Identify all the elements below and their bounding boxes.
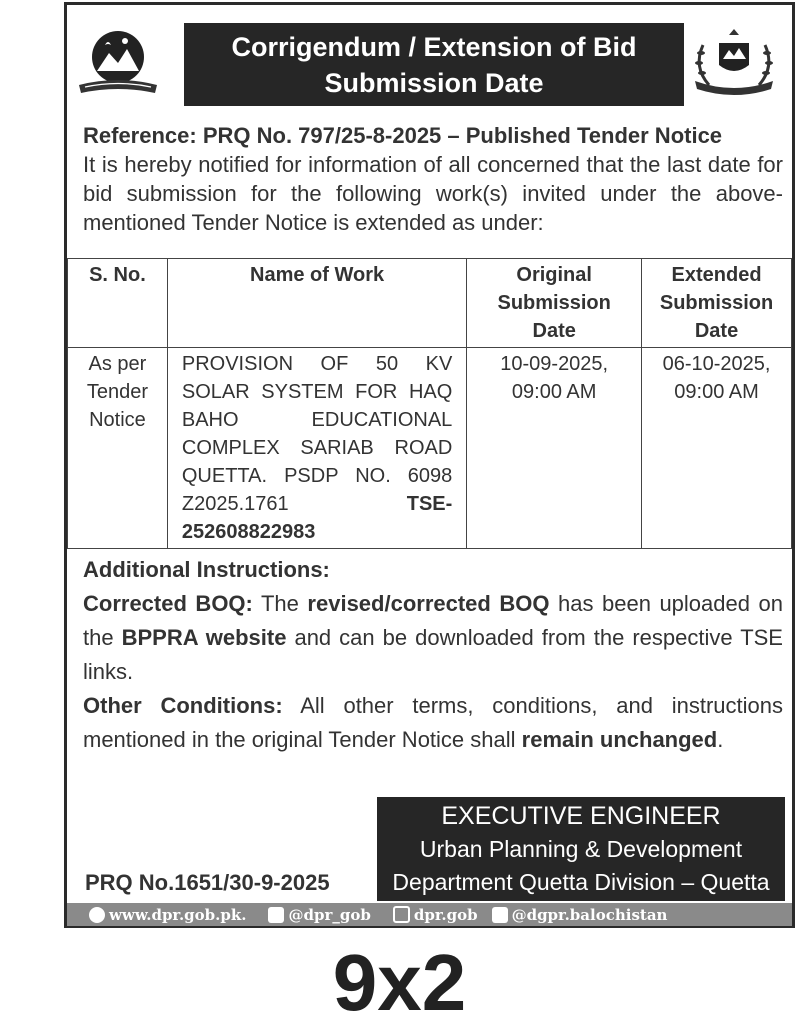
footer-instagram[interactable] [393,906,478,924]
signatory-dept-line-1: Urban Planning & Development [419,836,743,862]
footer-bar [67,903,792,926]
corrected-boq-paragraph [83,587,783,689]
instagram-text: dpr.gob [413,905,478,924]
boq-text-2: has been uploaded on the [83,591,783,650]
table-header-row [68,259,792,348]
other-text-1: All other terms, conditions, and instructions mentioned in the original Tender Notice shall [83,693,783,752]
instructions-heading: Additional Instructions: [83,557,330,582]
footer-facebook[interactable] [492,906,668,924]
header-extended-date: Extended Submission Date [642,259,792,348]
header-sno: S. No. [68,259,168,348]
header-name-of-work: Name of Work [167,259,466,348]
footer-website[interactable] [89,906,246,924]
table-row [68,348,792,549]
footer-twitter[interactable] [268,906,370,924]
balochistan-emblem-icon [689,25,779,103]
intro-paragraph: It is hereby notified for information of all concerned that the last date for bid submission for the following work(s) invited under the above-mentioned Tender Notice is extended as under: [83,152,783,235]
other-text-2: . [717,727,724,752]
twitter-text: @dpr_gob [288,905,371,924]
instagram-icon [393,906,410,923]
signature-block [377,797,785,901]
intro-section [83,121,783,237]
other-label: Other Conditions: [83,693,283,718]
boq-bold-1: revised/corrected BOQ [307,591,550,616]
work-tse-number: TSE-252608822983 [181,493,453,543]
website-text: www.dpr.gob.pk. [109,905,247,924]
title-line-2: Submission Date [324,67,544,98]
row-original-date: 10-09-2025, 09:00 AM [467,348,642,549]
department-logo-icon [75,27,161,101]
twitter-icon [268,907,284,923]
works-table [67,258,792,549]
title-line-1: Corrigendum / Extension of Bid [231,31,637,62]
boq-text-3: and can be downloaded from the respective TSE links. [83,625,783,684]
advertisement-frame [64,2,795,928]
boq-text-1: The [252,591,308,616]
boq-label: Corrected BOQ: [83,591,253,616]
facebook-icon [492,907,508,923]
row-work [167,348,466,549]
row-sno: As per Tender Notice [68,348,168,549]
additional-instructions [83,553,783,757]
prq-number: PRQ No.1651/30-9-2025 [85,870,330,895]
header-original-date: Original Submission Date [467,259,642,348]
signatory-title: EXECUTIVE ENGINEER [441,802,721,830]
other-bold-1: remain unchanged [521,727,718,752]
row-extended-date: 06-10-2025, 09:00 AM [642,348,792,549]
other-conditions-paragraph [83,689,783,757]
reference-line: Reference: PRQ No. 797/25-8-2025 – Published Tender Notice [83,123,723,148]
notice-title [184,23,684,106]
globe-icon [89,907,105,923]
boq-bold-2: BPPRA website [121,625,287,650]
facebook-text: @dgpr.balochistan [511,905,668,924]
work-description: PROVISION OF 50 KV SOLAR SYSTEM FOR HAQ BAHO EDUCATIONAL COMPLEX SARIAB ROAD QUETTA. PSDP NO. 6098 Z2025.1761 [181,353,453,515]
ad-size-label: 9x2 [332,938,467,1027]
signatory-dept-line-2: Department Quetta Division – Quetta [392,869,770,895]
